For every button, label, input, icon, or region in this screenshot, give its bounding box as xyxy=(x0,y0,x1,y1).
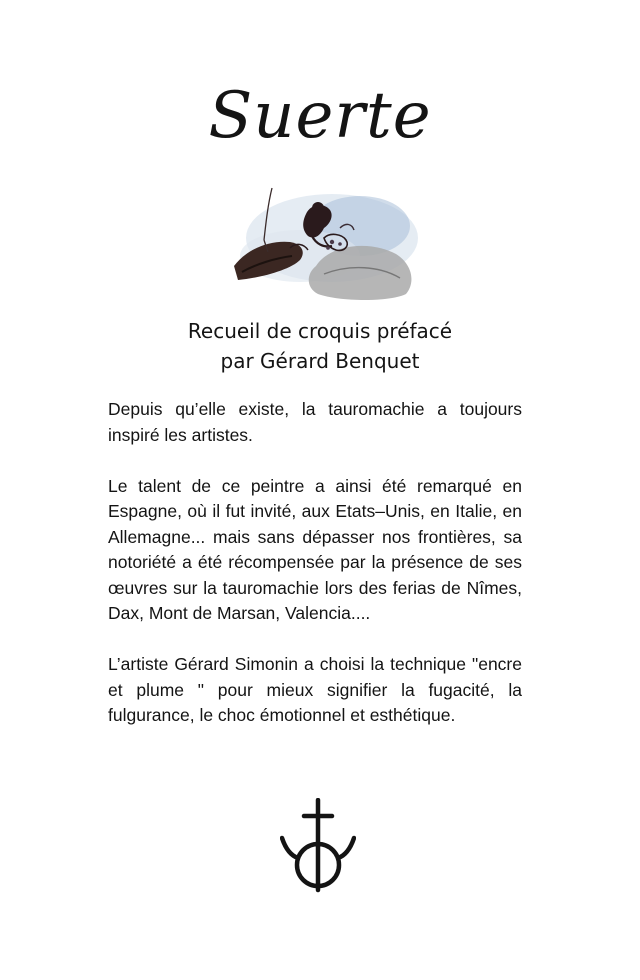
description-text xyxy=(108,397,522,754)
subtitle xyxy=(0,316,640,376)
bullfight-ink-sketch-icon xyxy=(220,178,420,304)
paragraph-2: Le talent de ce peintre a ainsi été remarqué en Espagne, où il fut invité, aux Etats–Unis, en Italie, en Allemagne... mais sans dépasser nos frontières, sa notoriété a été récompensée par la présence de ses œuvres sur la tauromachie lors des ferias de Nîmes, Dax, Mont de Marsan, Valencia.... xyxy=(108,475,522,623)
paragraph-3: L’artiste Gérard Simonin a choisi la technique "encre et plume " pour mieux signifier la fugacité, la fulgurance, le choc émotionnel et esthétique. xyxy=(108,654,522,725)
subtitle-line-2: par Gérard Benquet xyxy=(220,349,420,373)
paragraph-1: Depuis qu’elle existe, la tauromachie a toujours inspiré les artistes. xyxy=(108,399,522,445)
camargue-cross-icon xyxy=(280,798,356,894)
book-title: Suerte xyxy=(208,79,432,153)
subtitle-line-1: Recueil de croquis préfacé xyxy=(187,319,453,343)
